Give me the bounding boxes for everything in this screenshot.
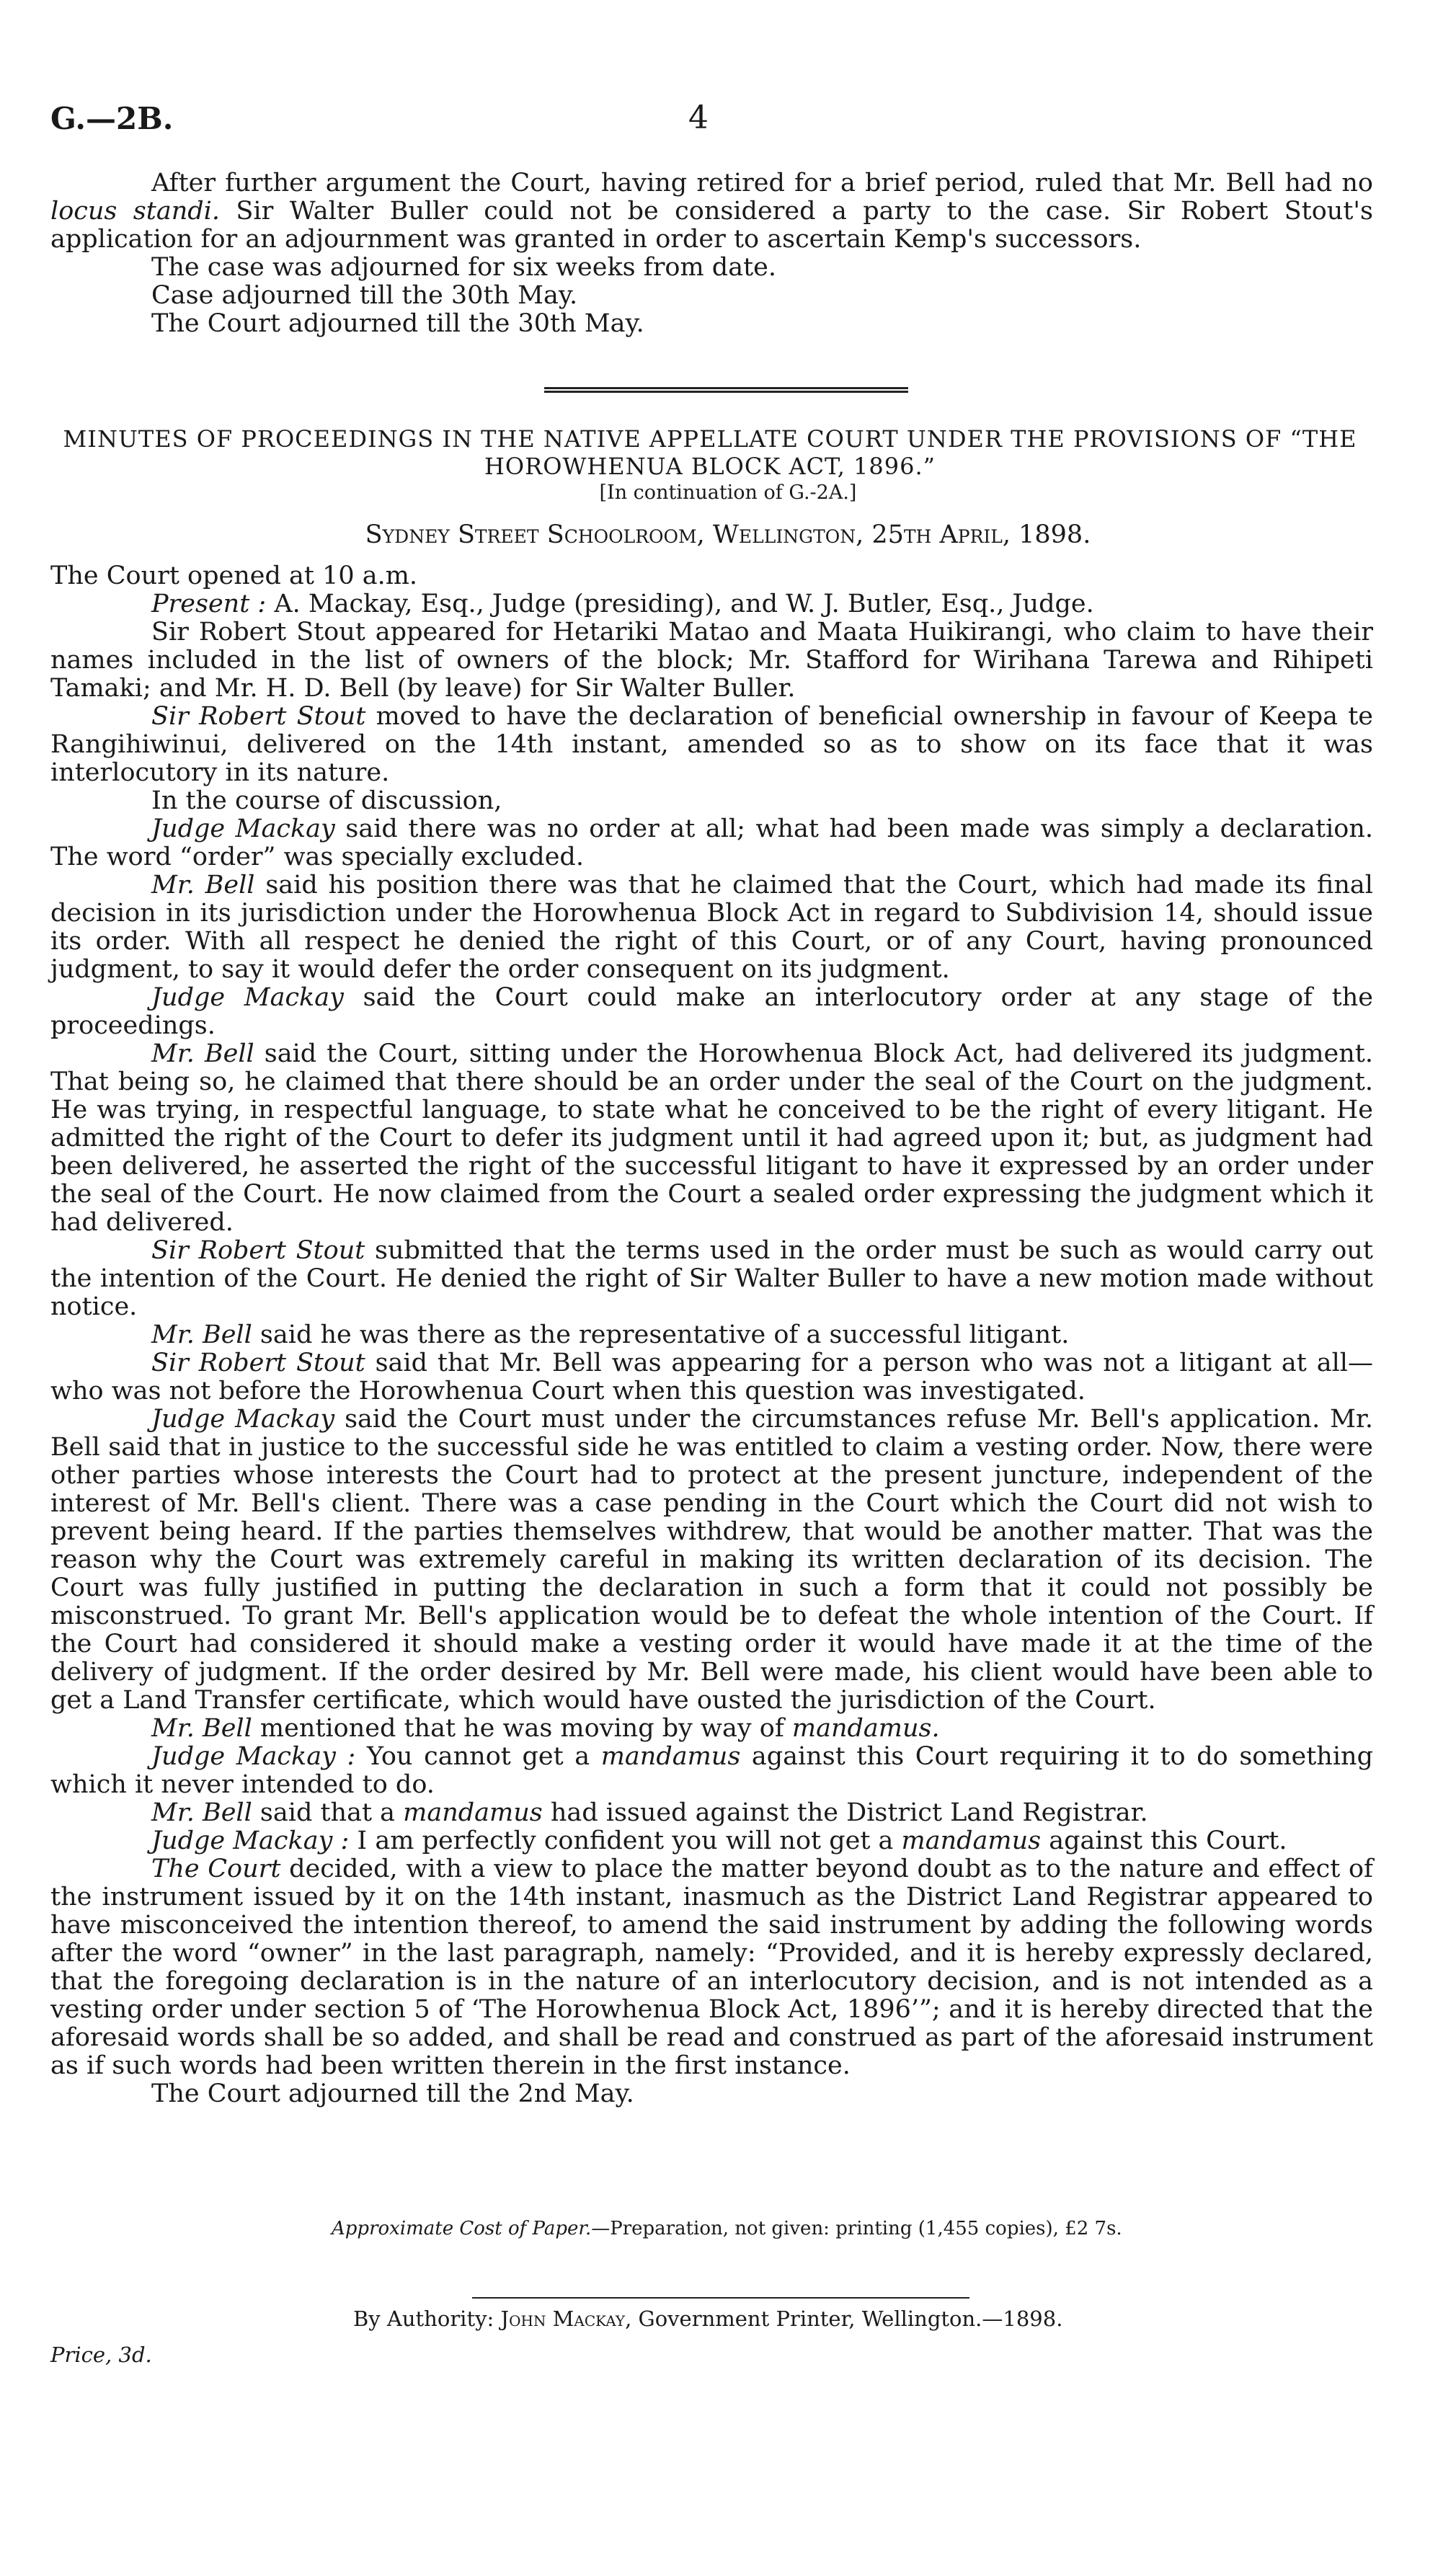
printer-imprint: By Authority: John Mackay, Government Printer, Wellington.—1898. [353, 2306, 1063, 2331]
body-paragraph: Sir Robert Stout said that Mr. Bell was appearing for a person who was not a litigant at all—who was not before the Horowhenua Court when this question was investigated. [50, 1349, 1373, 1406]
section-divider [544, 387, 908, 393]
intro-paragraph: Case adjourned till the 30th May. [151, 281, 578, 310]
body-paragraph: The Court opened at 10 a.m. [50, 561, 418, 590]
minutes-title: MINUTES OF PROCEEDINGS IN THE NATIVE APPELLATE COURT UNDER THE PROVISIONS OF “THE HOROWHENUA BLOCK ACT, 1896.” [63, 425, 1357, 480]
body-paragraph: Mr. Bell said his position there was that he claimed that the Court, which had made its final decision in its jurisdiction under the Horowhenua Block Act in regard to Subdivision 14, should issue its order. With all respect he denied the right of this Court, or of any Court, having pronounced judgment, to say it would defer the order consequent on its judgment. [50, 871, 1373, 984]
page-number: 4 [688, 99, 709, 136]
minutes-body [50, 562, 1373, 2108]
body-paragraph: Judge Mackay : You cannot get a mandamus against this Court requiring it to do something which it never intended to do. [50, 1742, 1373, 1799]
intro-paragraph: The case was adjourned for six weeks from date. [151, 253, 776, 282]
body-paragraph: Mr. Bell mentioned that he was moving by way of mandamus. [151, 1714, 940, 1743]
body-paragraph: Judge Mackay : I am perfectly confident you will not get a mandamus against this Court. [151, 1826, 1287, 1855]
body-paragraph: Sir Robert Stout submitted that the terms used in the order must be such as would carry out the intention of the Court. He denied the right of Sir Walter Buller to have a new motion made without notice. [50, 1236, 1373, 1321]
body-paragraph: The Court adjourned till the 2nd May. [151, 2079, 634, 2108]
body-paragraph: Judge Mackay said the Court must under the circumstances refuse Mr. Bell's application. Mr. Bell said that in justice to the successful side he was entitled to claim a vesting order. Now, there were other parties whose interests the Court had to protect at the present juncture, independent of the interest of Mr. Bell's client. There was a case pending in the Court which the Court did not wish to prevent being heard. If the parties themselves withdrew, that would be another matter. That was the reason why the Court was extremely careful in making its written declaration of its decision. The Court was fully justified in putting the declaration in such a form that it could not possibly be misconstrued. To grant Mr. Bell's application would be to defeat the whole intention of the Court. If the Court had considered it should make a vesting order it would have made it at the time of the delivery of judgment. If the order desired by Mr. Bell were made, his client would have been able to get a Land Transfer certificate, which would have ousted the jurisdiction of the Court. [50, 1405, 1373, 1715]
intro-paragraph: The Court adjourned till the 30th May. [151, 309, 644, 338]
body-paragraph: Sir Robert Stout appeared for Hetariki Matao and Maata Huikirangi, who claim to have their names included in the list of owners of the block; Mr. Stafford for Wirihana Tarewa and Rihipeti Tamaki; and Mr. H. D. Bell (by leave) for Sir Walter Buller. [50, 618, 1373, 703]
intro-paragraph: After further argument the Court, having retired for a brief period, ruled that Mr. Bell had no locus standi. Sir Walter Buller could not be considered a party to the case. Sir Robert Stout's application for an adjournment was granted in order to ascertain Kemp's successors. [50, 169, 1374, 254]
venue-dateline: Sydney Street Schoolroom, Wellington, 25th April, 1898. [365, 520, 1091, 549]
continuation-note: [In continuation of G.-2A.] [599, 481, 857, 504]
series-reference: G.—2B. [50, 101, 174, 136]
body-paragraph: In the course of discussion, [151, 786, 502, 815]
body-paragraph: Judge Mackay said there was no order at all; what had been made was simply a declaration. The word “order” was specially excluded. [50, 814, 1373, 871]
body-paragraph: The Court decided, with a view to place the matter beyond doubt as to the nature and effect of the instrument issued by it on the 14th instant, inasmuch as the District Land Registrar appeared to have misconceived the intention thereof, to amend the said instrument by adding the following words after the word “owner” in the last paragraph, namely: “Provided, and it is hereby expressly declared, that the foregoing declaration is in the nature of an interlocutory decision, and is not intended as a vesting order under section 5 of ‘The Horowhenua Block Act, 1896’”; and it is hereby directed that the aforesaid words shall be so added, and shall be read and construed as part of the aforesaid instrument as if such words had been written therein in the first instance. [50, 1855, 1373, 2080]
footer-divider [472, 2297, 969, 2299]
body-paragraph: Mr. Bell said he was there as the representative of a successful litigant. [151, 1320, 1070, 1349]
price-label: Price, 3d. [50, 2343, 152, 2367]
cost-note: Approximate Cost of Paper.—Preparation, not given: printing (1,455 copies), £2 7s. [332, 2218, 1122, 2239]
body-paragraph: Mr. Bell said the Court, sitting under the Horowhenua Block Act, had delivered its judgment. That being so, he claimed that there should be an order under the seal of the Court on the judgment. He was trying, in respectful language, to state what he conceived to be the right of every litigant. He admitted the right of the Court to defer its judgment until it had agreed upon it; but, as judgment had been delivered, he asserted the right of the successful litigant to have it expressed by an order under the seal of the Court. He now claimed from the Court a sealed order expressing the judgment which it had delivered. [50, 1039, 1373, 1237]
body-paragraph: Sir Robert Stout moved to have the declaration of beneficial ownership in favour of Keepa te Rangihiwinui, delivered on the 14th instant, amended so as to show on its face that it was interlocutory in its nature. [50, 702, 1373, 787]
body-paragraph: Judge Mackay said the Court could make an interlocutory order at any stage of the proceedings. [50, 983, 1373, 1040]
body-paragraph: Present : A. Mackay, Esq., Judge (presiding), and W. J. Butler, Esq., Judge. [151, 590, 1094, 618]
body-paragraph: Mr. Bell said that a mandamus had issued against the District Land Registrar. [151, 1798, 1148, 1827]
intro-section [50, 169, 1373, 338]
